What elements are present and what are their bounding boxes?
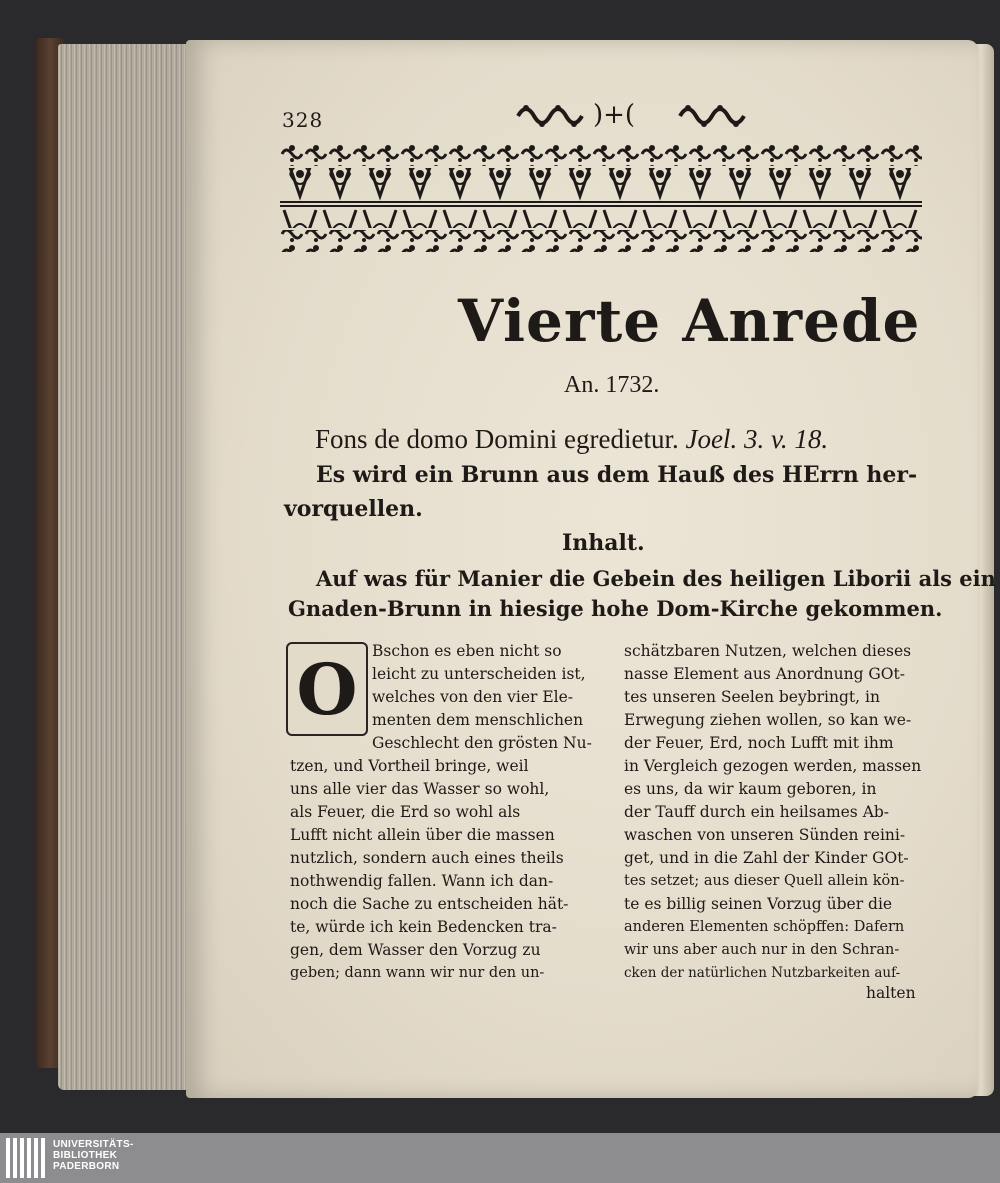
right-column-line: in Vergleich gezogen werden, massen	[624, 757, 922, 775]
left-column-line: leicht zu unterscheiden ist,	[372, 665, 586, 683]
right-column-line: cken der natürlichen Nutzbarkeiten auf-	[624, 965, 901, 981]
left-column-line: te, würde ich kein Bedencken tra-	[290, 918, 557, 936]
right-column-line: der Feuer, Erd, noch Lufft mit ihm	[624, 734, 894, 752]
left-column-line: menten dem menschlichen	[372, 711, 584, 729]
header-cross-ornament: )+(	[593, 100, 636, 130]
right-column-line: waschen von unseren Sünden reini-	[624, 826, 906, 844]
left-column-line: noch die Sache zu entscheiden hät-	[290, 895, 569, 913]
library-logo-icon	[4, 1136, 52, 1180]
right-column-line: te es billig seinen Vorzug über die	[624, 895, 893, 913]
left-column-line: Bschon es eben nicht so	[372, 642, 562, 660]
page-title: Vierte Anrede	[458, 287, 921, 355]
left-column-line: nothwendig fallen. Wann ich dan-	[290, 872, 554, 890]
contents-heading: Inhalt.	[562, 530, 645, 556]
latin-verse	[315, 424, 828, 455]
german-verse-line-1: Es wird ein Brunn aus dem Hauß des HErrn her-	[316, 462, 918, 488]
drop-cap: O	[286, 642, 368, 736]
decorative-band-icon	[280, 144, 922, 252]
right-column-line: der Tauff durch ein heilsames Ab-	[624, 803, 890, 821]
page-number: 328	[282, 108, 324, 132]
library-name-line-2: BIBLIOTHEK	[53, 1150, 118, 1161]
summary-line-2: Gnaden-Brunn in hiesige hohe Dom-Kirche gekommen.	[288, 596, 943, 621]
left-column-line: geben; dann wann wir nur den un-	[290, 965, 545, 981]
right-column-line: tes setzet; aus dieser Quell allein kön-	[624, 873, 905, 889]
summary-line-1: Auf was für Manier die Gebein des heiligen Liborii als ein	[316, 566, 996, 591]
right-column-line: wir uns aber auch nur in den Schran-	[624, 942, 900, 958]
library-name-line-1: UNIVERSITÄTS-	[53, 1139, 134, 1150]
left-column-line: nutzlich, sondern auch eines theils	[290, 849, 564, 867]
right-column-line: anderen Elementen schöpffen: Dafern	[624, 919, 905, 935]
left-column-line: Geschlecht den grösten Nu-	[372, 734, 592, 752]
right-column-line: Erwegung ziehen wollen, so kan we-	[624, 711, 912, 729]
german-verse-line-2: vorquellen.	[284, 496, 423, 522]
right-column-line: tes unseren Seelen beybringt, in	[624, 688, 880, 706]
left-column-line: tzen, und Vortheil bringe, weil	[290, 757, 529, 775]
right-column-line: nasse Element aus Anordnung GOt-	[624, 665, 905, 683]
library-name-line-3: PADERBORN	[53, 1161, 120, 1172]
footer-bar	[0, 1133, 1000, 1183]
library-name	[53, 1139, 134, 1172]
latin-text: Fons de domo Domini egredietur.	[315, 424, 679, 454]
left-column-line: uns alle vier das Wasser so wohl,	[290, 780, 550, 798]
right-column-line: schätzbaren Nutzen, welchen dieses	[624, 642, 912, 660]
year-line: An. 1732.	[564, 372, 660, 398]
catchword: halten	[866, 984, 916, 1002]
right-column-line: get, und in die Zahl der Kinder GOt-	[624, 849, 909, 867]
left-column-line: gen, dem Wasser den Vorzug zu	[290, 941, 541, 959]
right-column-line: es uns, da wir kaum geboren, in	[624, 780, 877, 798]
left-column-line: als Feuer, die Erd so wohl als	[290, 803, 521, 821]
left-column-line: welches von den vier Ele-	[372, 688, 574, 706]
left-column-line: Lufft nicht allein über die massen	[290, 826, 555, 844]
latin-reference: Joel. 3. v. 18.	[685, 424, 829, 454]
